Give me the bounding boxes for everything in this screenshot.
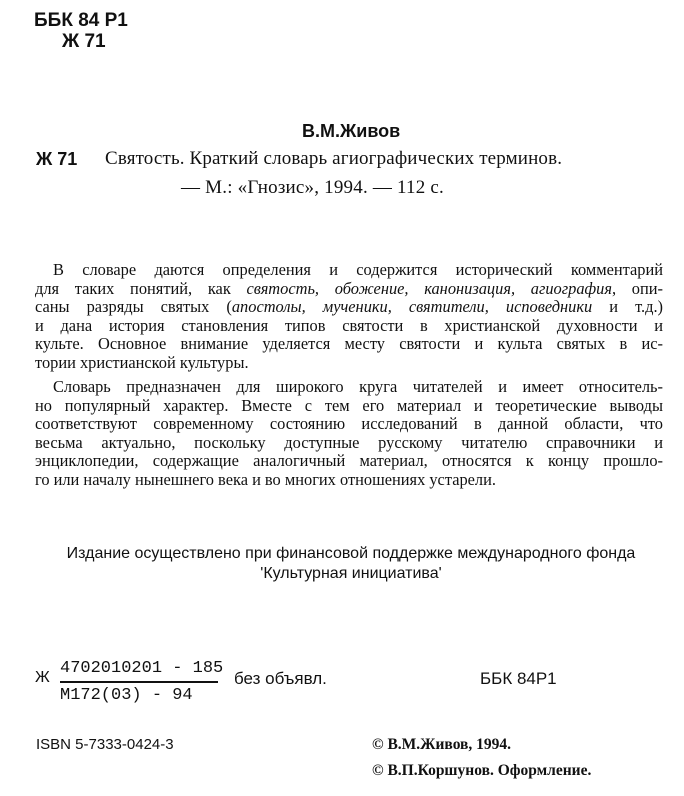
abstract-line: тории христианской культуры. [35,352,249,372]
bbk-code: ББК 84 Р1 [34,10,128,31]
abstract-line: соответствуют современному состоянию исследований в данной области, что [35,414,663,434]
book-title: Святость. Краткий словарь агиографических терминов. [105,148,563,169]
funding-line-2: 'Культурная инициатива' [260,565,442,582]
abstract-line: го или началу нынешнего века и во многих отношениях устарели. [35,469,496,489]
catalog-prefix: Ж [35,669,50,686]
imprint: — М.: «Гнозис», 1994. — 112 с. [181,177,444,198]
catalog-fraction [60,658,223,707]
abstract-line: весьма актуально, поскольку доступные русскому читателю справочники и [35,432,663,452]
abstract-line: но популярный характер. Вместе с тем его материал и теоретические выводы [35,395,663,415]
copyright-author: © В.М.Живов, 1994. [372,736,512,753]
funding-line-1: Издание осуществлено при финансовой поддержке международного фонда [66,545,636,562]
abstract-paragraph-2 [35,378,663,490]
author-mark: Ж 71 [62,31,106,52]
catalog-denominator: М172(03) - 94 [60,686,193,705]
bbk-header [34,10,128,52]
abstract-line: В словаре даются определения и содержится исторический комментарий [53,260,663,279]
abstract-line: саны разряды святых (апостолы, мученики, святители, исповедники и т.д.) [35,297,663,317]
isbn: ISBN 5-7333-0424-3 [36,736,174,753]
catalog-numerator: 4702010201 - 185 [60,659,224,678]
abstract-line: и дана история становления типов святости в христианской духовности и [35,315,663,335]
funding-note [36,544,666,584]
abstract-line: энциклопедии, содержащие аналогичный материал, относятся к концу прошло- [35,451,663,471]
abstract-line: культе. Основное внимание уделяется месту святости и культа святых в ис- [35,334,663,354]
bbk-bottom-code: ББК 84Р1 [480,669,557,688]
abstract-line: для таких понятий, как святость, обожение, канонизация, агиография, опи- [35,278,663,298]
fraction-bar [60,681,218,683]
author-name: В.М.Живов [302,121,401,141]
copyright-design: © В.П.Коршунов. Оформление. [372,762,592,779]
abstract-paragraph-1 [35,261,663,373]
abstract-line: Словарь предназначен для широкого круга читателей и имеет относитель- [53,377,663,396]
no-announcement: без объявл. [234,669,327,688]
author-code-label: Ж 71 [36,149,78,169]
